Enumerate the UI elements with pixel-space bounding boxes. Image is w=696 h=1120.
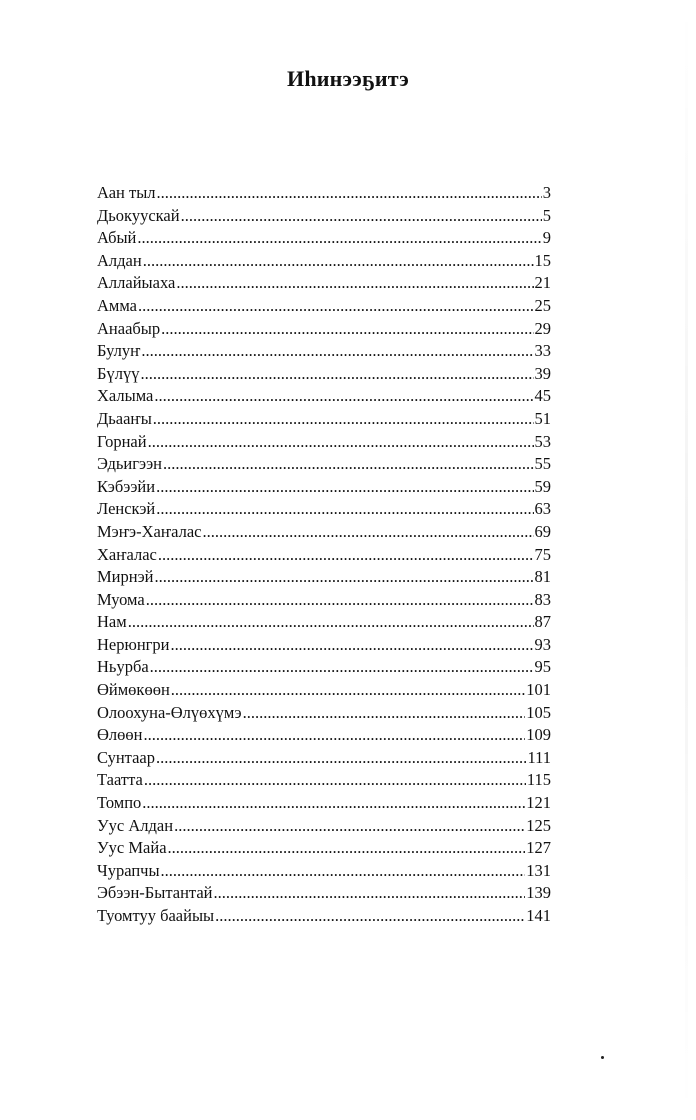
toc-dot-leader (142, 792, 525, 815)
toc-dot-leader (146, 589, 534, 612)
toc-entry-label: Кэбээйи (97, 476, 156, 496)
toc-entry-page-number: 141 (526, 906, 551, 925)
toc-entry (97, 521, 551, 544)
toc-entry-label: Уус Алдан (97, 815, 174, 835)
toc-dot-leader (202, 521, 533, 544)
toc-entry (97, 882, 551, 905)
toc-dot-leader (143, 250, 534, 273)
toc-dot-leader (171, 634, 534, 657)
toc-entry-label: Өймөкөөн (97, 680, 170, 700)
toc-entry-label: Анаабыр (97, 318, 161, 338)
toc-entry-label: Өлөөн (97, 725, 143, 745)
toc-dot-leader (153, 408, 534, 431)
toc-dot-leader (156, 476, 533, 499)
toc-entry-page-number: 15 (534, 250, 551, 270)
toc-entry-page-number: 51 (534, 408, 551, 428)
toc-entry-label: Чурапчы (97, 860, 160, 880)
toc-dot-leader (144, 769, 526, 792)
toc-entry (97, 792, 551, 815)
toc-entry (97, 702, 551, 725)
toc-entry-page-number: 101 (526, 680, 551, 700)
table-of-contents (97, 182, 551, 928)
toc-entry (97, 250, 551, 273)
toc-entry-page-number: 69 (534, 521, 551, 541)
toc-entry-page-number: 87 (534, 612, 551, 632)
toc-entry-label: Дьокуускай (97, 205, 180, 225)
toc-entry-page-number: 109 (526, 725, 551, 745)
toc-entry-label: Таатта (97, 770, 143, 790)
toc-entry (97, 182, 551, 205)
toc-dot-leader (143, 724, 525, 747)
toc-entry-label: Хаҥалас (97, 544, 157, 564)
toc-entry-page-number: 53 (534, 431, 551, 451)
toc-dot-leader (243, 702, 526, 725)
toc-entry-page-number: 39 (534, 363, 551, 383)
scan-edge-shadow (685, 0, 688, 1120)
toc-entry-label: Ленскэй (97, 499, 156, 519)
toc-entry-label: Амма (97, 295, 138, 315)
toc-entry-page-number: 9 (542, 228, 551, 248)
toc-entry-label: Эбээн-Бытантай (97, 883, 213, 903)
toc-dot-leader (157, 182, 542, 205)
toc-dot-leader (168, 837, 526, 860)
toc-entry-page-number: 127 (526, 838, 551, 858)
toc-entry-page-number: 29 (534, 318, 551, 338)
toc-entry-page-number: 63 (534, 499, 551, 519)
toc-entry-label: Эдьигээн (97, 454, 162, 474)
toc-dot-leader (148, 431, 534, 454)
toc-entry-label: Ньурба (97, 657, 149, 677)
toc-entry-page-number: 55 (534, 454, 551, 474)
toc-entry-page-number: 139 (526, 883, 551, 903)
toc-entry (97, 905, 551, 928)
toc-entry (97, 363, 551, 386)
toc-entry-label: Горнай (97, 431, 147, 451)
toc-entry-page-number: 81 (534, 567, 551, 587)
toc-entry-label: Халыма (97, 386, 154, 406)
toc-entry-label: Мэҥэ-Хаҥалас (97, 521, 202, 541)
toc-entry (97, 634, 551, 657)
toc-dot-leader (141, 340, 533, 363)
toc-dot-leader (137, 227, 541, 250)
toc-entry-page-number: 45 (534, 386, 551, 406)
toc-entry (97, 408, 551, 431)
toc-entry (97, 611, 551, 634)
page-title: Иhинээҕитэ (287, 66, 409, 91)
toc-entry-label: Нерюнгри (97, 634, 170, 654)
toc-entry-page-number: 33 (534, 341, 551, 361)
toc-entry (97, 544, 551, 567)
toc-entry (97, 385, 551, 408)
toc-entry (97, 205, 551, 228)
toc-entry (97, 476, 551, 499)
toc-entry (97, 679, 551, 702)
toc-entry (97, 724, 551, 747)
toc-entry (97, 272, 551, 295)
toc-entry-page-number: 131 (526, 860, 551, 880)
toc-dot-leader (215, 905, 525, 928)
toc-entry-label: Мирнэй (97, 567, 154, 587)
toc-entry-page-number: 5 (542, 205, 551, 225)
toc-entry-label: Нам (97, 612, 127, 632)
toc-entry-label: Аан тыл (97, 183, 156, 202)
toc-entry-page-number: 25 (534, 295, 551, 315)
toc-entry-page-number: 21 (534, 273, 551, 293)
toc-entry-label: Дьааҥы (97, 408, 152, 428)
toc-entry-label: Алдан (97, 250, 142, 270)
toc-entry (97, 769, 551, 792)
toc-entry (97, 656, 551, 679)
toc-entry (97, 340, 551, 363)
toc-entry (97, 498, 551, 521)
toc-entry-label: Уус Майа (97, 838, 167, 858)
toc-dot-leader (156, 498, 533, 521)
toc-entry-label: Абый (97, 228, 137, 248)
toc-dot-leader (213, 882, 525, 905)
toc-entry-label: Бүлүү (97, 363, 140, 383)
toc-entry-page-number: 83 (534, 589, 551, 609)
toc-entry (97, 295, 551, 318)
toc-dot-leader (171, 679, 525, 702)
toc-entry-page-number: 105 (526, 702, 551, 722)
toc-entry-page-number: 93 (534, 634, 551, 654)
toc-dot-leader (154, 385, 533, 408)
toc-entry (97, 431, 551, 454)
toc-dot-leader (128, 611, 534, 634)
toc-dot-leader (174, 815, 525, 838)
toc-dot-leader (150, 656, 534, 679)
toc-dot-leader (156, 747, 526, 770)
scan-speck (601, 1056, 604, 1059)
toc-entry-page-number: 115 (526, 770, 551, 790)
toc-entry (97, 860, 551, 883)
toc-dot-leader (155, 566, 534, 589)
toc-entry-page-number: 125 (526, 815, 551, 835)
toc-entry (97, 453, 551, 476)
toc-entry (97, 227, 551, 250)
toc-dot-leader (163, 453, 534, 476)
toc-entry-page-number: 95 (534, 657, 551, 677)
toc-entry-page-number: 59 (534, 476, 551, 496)
toc-dot-leader (161, 318, 533, 341)
toc-entry (97, 747, 551, 770)
toc-entry-page-number: 111 (527, 747, 551, 767)
toc-dot-leader (161, 860, 526, 883)
toc-entry-label: Олоохуна-Өлүөхүмэ (97, 702, 242, 722)
toc-entry-label: Томпо (97, 793, 142, 813)
toc-entry-label: Сунтаар (97, 747, 155, 767)
toc-dot-leader (176, 272, 533, 295)
toc-entry (97, 318, 551, 341)
toc-entry-page-number: 75 (534, 544, 551, 564)
toc-dot-leader (138, 295, 533, 318)
toc-entry (97, 566, 551, 589)
toc-entry (97, 589, 551, 612)
toc-dot-leader (181, 205, 542, 228)
toc-entry-page-number: 121 (526, 793, 551, 813)
toc-entry (97, 815, 551, 838)
toc-dot-leader (140, 363, 533, 386)
toc-dot-leader (158, 544, 534, 567)
toc-entry-label: Туомтуу баайыы (97, 906, 215, 925)
toc-entry-label: Муома (97, 589, 145, 609)
toc-entry (97, 837, 551, 860)
toc-entry-label: Булуҥ (97, 341, 141, 361)
toc-entry-page-number: 3 (542, 183, 551, 202)
toc-entry-label: Аллайыаха (97, 273, 176, 293)
